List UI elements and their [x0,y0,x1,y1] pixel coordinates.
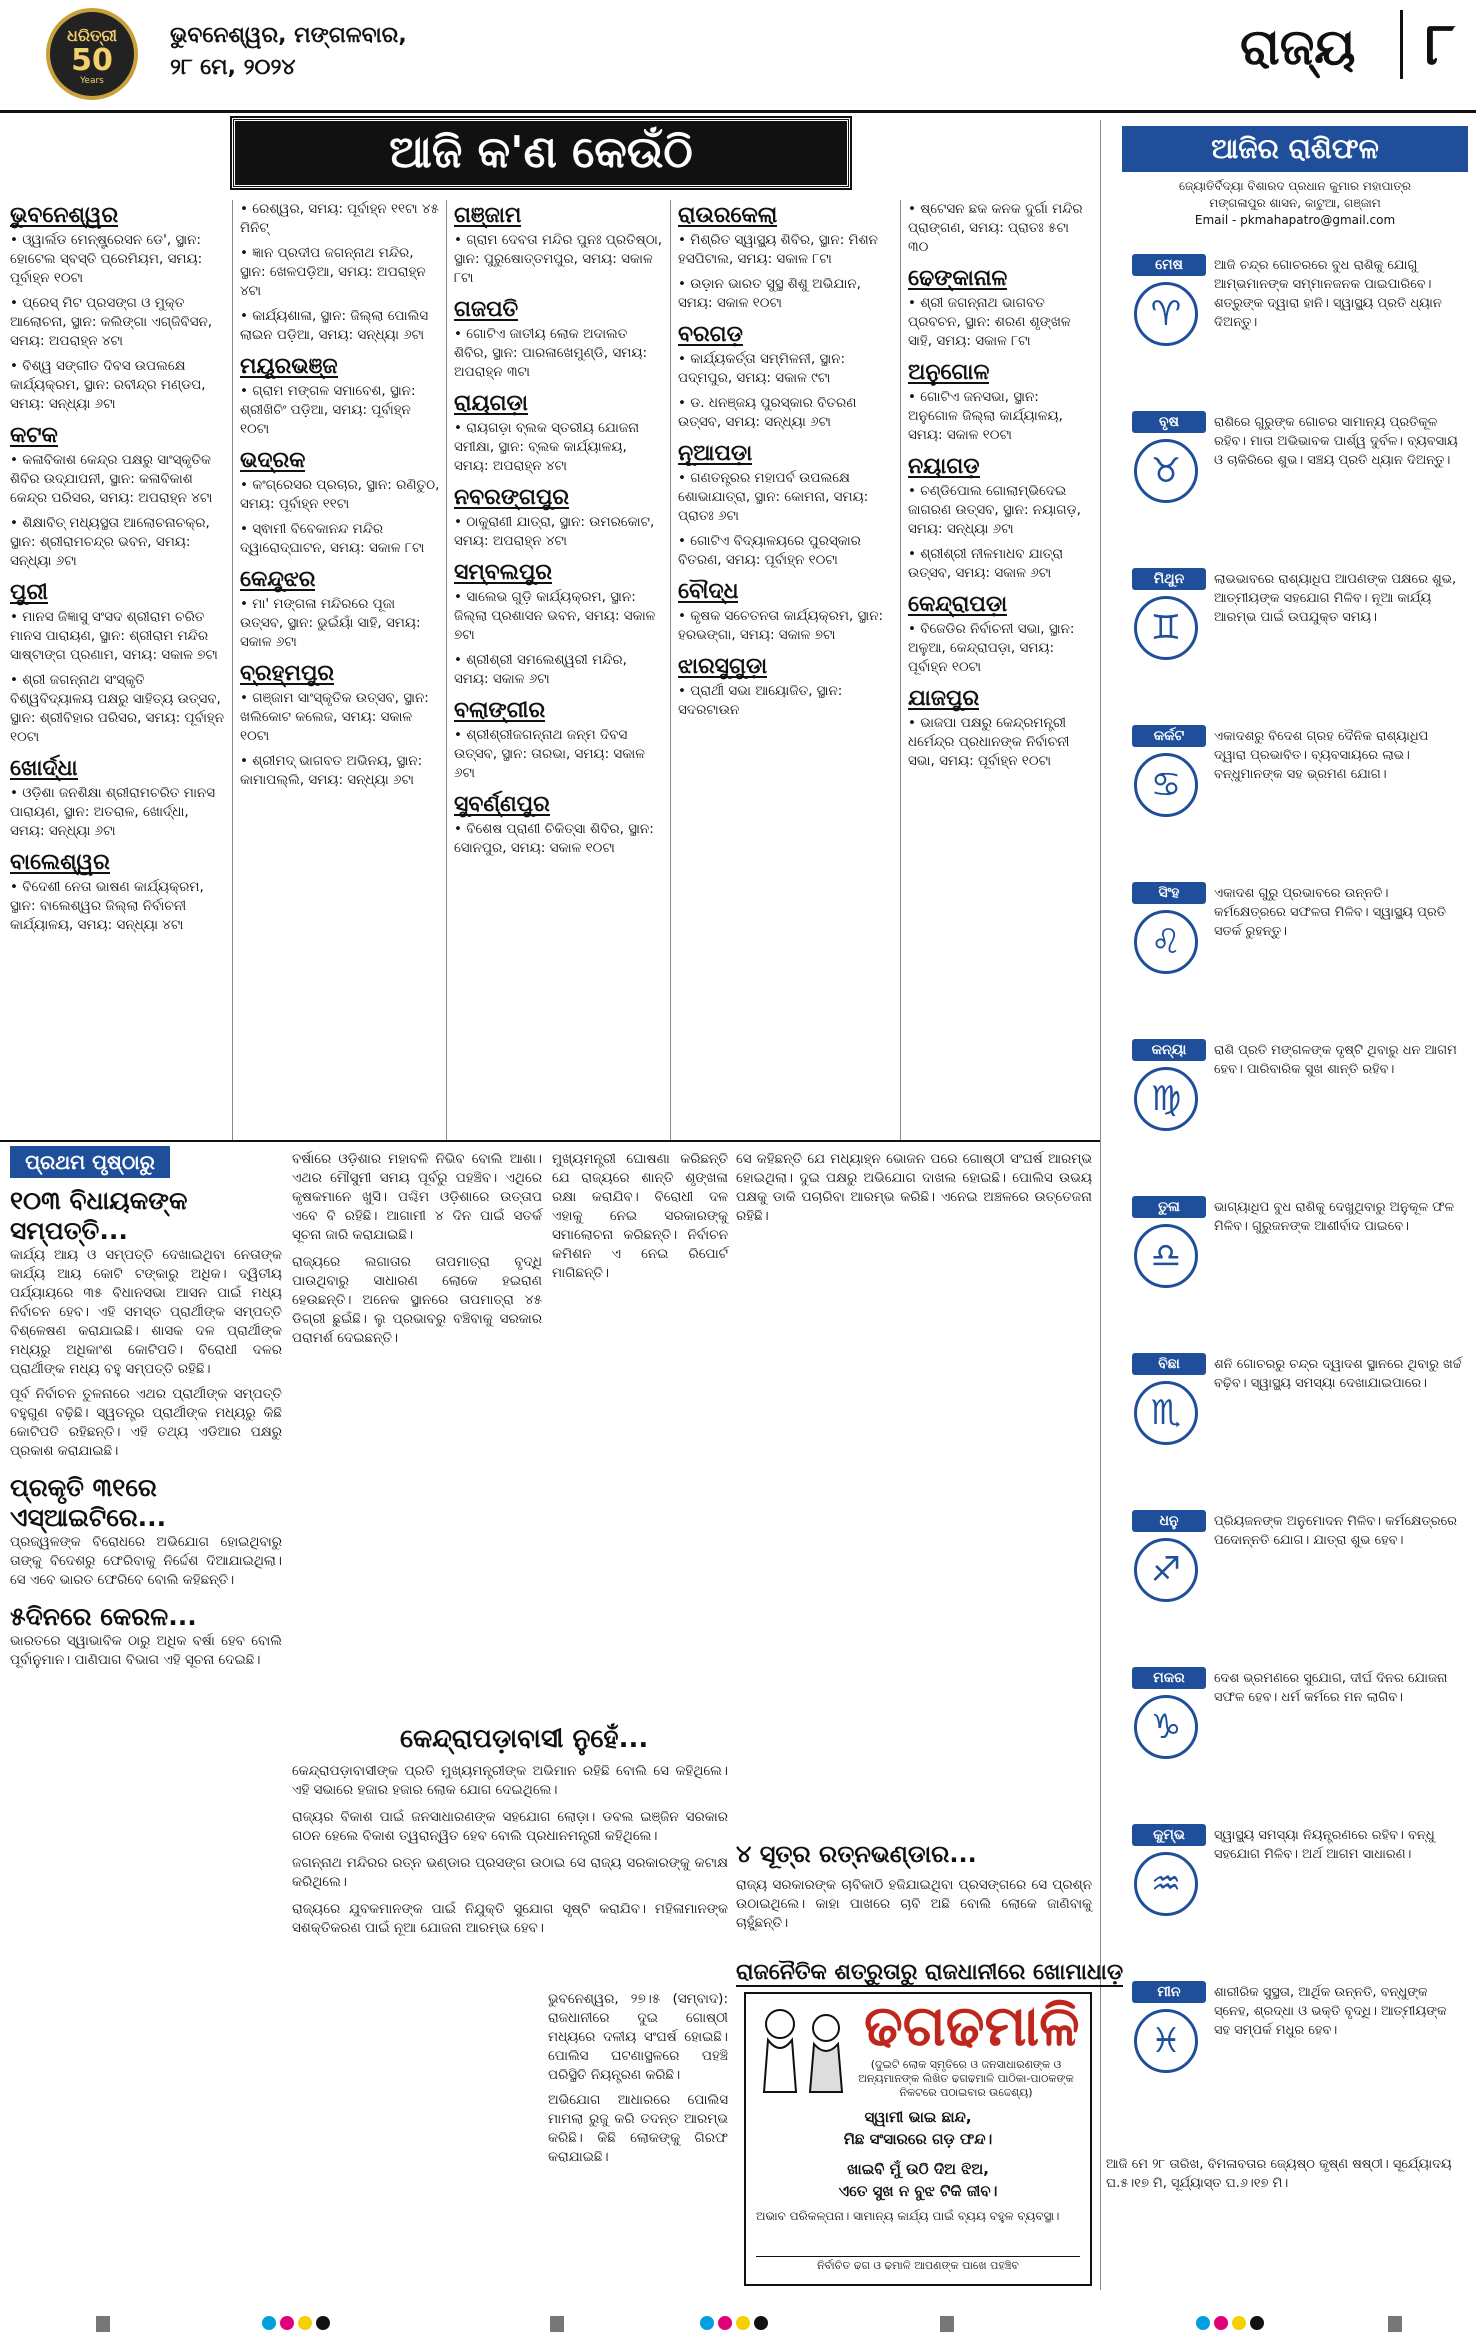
event-item: • କାର୍ଯ୍ୟକର୍ତ୍ତା ସମ୍ମିଳନୀ, ସ୍ଥାନ: ପଦ୍ମପୁର, ସମୟ: ସକାଳ ୯ଟା [678,351,846,386]
city-heading: କେନ୍ଦୁଝର [240,567,316,592]
column-divider [446,200,447,1140]
proverb-title: ଢଗଢମାଳି [864,1994,1080,2059]
proverb-line: ଖାଇବି ମୁଁ ଉଠି ଦିଅ ଝିଅ, [847,2160,989,2178]
city-heading: ବ୍ରହ୍ମପୁର [240,661,335,686]
column-divider [232,200,233,1140]
event-item: • ଚଣ୍ଡିପୋଲ ଗୋଲାମ୍ଭିଦେଇ ଜାଗରଣ ଉତ୍ସବ, ସ୍ଥାନ: ନୟାଗଡ଼, ସମୟ: ସନ୍ଧ୍ୟା ୬ଟା [908,483,1081,537]
horoscope-sign [1104,1510,1468,1656]
svg-text:♐: ♐ [1150,1550,1182,1590]
page-number: ୮ [1400,10,1455,79]
date-place: ଭୁବନେଶ୍ୱର, ମଙ୍ଗଳବାର, [170,23,407,48]
svg-text:♊: ♊ [1150,608,1182,648]
event-item: • ଓ୍ୱାର୍ଲଡ ମେନ୍‌ଷ୍ଟ୍ରେସନ ଡେ', ସ୍ଥାନ: ହୋଟେଲ ସ୍ବସ୍ତି ପ୍ରେମିୟମ, ସମୟ: ପୂର୍ବାହ୍ନ ୧୦ଟା [10,232,203,286]
sign-prediction: ଏକାଦଶରୁ ବିଦେଶ ଗ୍ରହ ଦୈନିକ ରାଶ୍ୟାଧିପ ଦ୍ୱାରା ପ୍ରଭାବିତ। ବ୍ୟବସାୟରେ ଲାଭ। ବନ୍ଧୁମାନଙ୍କ ସହ ଭ୍ରମଣ ଯୋଗ। [1214,729,1429,782]
horoscope-sign [1104,1667,1468,1813]
article-body: ଅଭିଯୋଗ ଆଧାରରେ ପୋଲିସ ମାମଲା ରୁଜୁ କରି ତଦନ୍ତ ଆରମ୍ଭ କରିଛି। କିଛି ଲୋକଙ୍କୁ ଗିରଫ କରାଯାଇଛି। [548,2092,728,2165]
city-heading: କଟକ [10,423,58,448]
zodiac-icon [1134,1538,1198,1602]
events-column-4 [678,200,893,726]
registration-dot-magenta [718,2316,732,2330]
headline-ratna-bhandar: ୪ ସୂତ୍ର ରତ୍ନଭଣ୍ଡାର... [736,1840,977,1868]
proverb-lines [756,2106,1080,2202]
event-item: • ଶ୍ରୀ ଜଗନ୍ନାଥ ଭାଗବତ ପ୍ରବଚନ, ସ୍ଥାନ: ଶରଣ ଶୃଙ୍ଖଳ ସାହି, ସମୟ: ସକାଳ ୮ଟା [908,295,1071,349]
svg-text:♒: ♒ [1150,1864,1182,1904]
horoscope-author [1122,178,1468,229]
svg-text:♈: ♈ [1150,294,1182,334]
sign-prediction: ଭାଗ୍ୟାଧିପ ବୁଧ ରାଶିକୁ ଦେଖୁଥିବାରୁ ଅନୁକୂଳ ଫଳ ମିଳିବ। ଗୁରୁଜନଙ୍କ ଆଶୀର୍ବାଦ ପାଇବେ। [1214,1200,1454,1234]
svg-text:♏: ♏ [1150,1393,1182,1433]
horoscope-sign [1104,254,1468,400]
registration-dot-black [316,2316,330,2330]
svg-text:♌: ♌ [1150,922,1182,962]
article-body: ରାଜ୍ୟରେ ଲଗାତାର ତାପମାତ୍ରା ବୃଦ୍ଧି ପାଉଥିବାରୁ ସାଧାରଣ ଲୋକେ ହଇରାଣ ହେଉଛନ୍ତି। ଅନେକ ସ୍ଥାନରେ ତାପମାତ୍ରା ୪୫ ଡିଗ୍ରୀ ଛୁଇଁଛି। ଲୁ ପ୍ରଭାବରୁ ବଞ୍ଚିବାକୁ ସରକାର ପରାମର୍ଶ ଦେଇଛନ୍ତି। [292,1254,542,1346]
sign-prediction: ରାଶି ପ୍ରତି ମଙ୍ଗଳଙ୍କ ଦୃଷ୍ଟି ଥିବାରୁ ଧନ ଆଗମ ହେବ। ପାରିବାରିକ ସୁଖ ଶାନ୍ତି ରହିବ। [1214,1043,1457,1077]
registration-dot-cyan [262,2316,276,2330]
column-divider [670,200,671,1140]
sign-prediction: ଶାରୀରିକ ସୁସ୍ଥତା, ଆର୍ଥିକ ଉନ୍ନତି, ବନ୍ଧୁଙ୍କ ସ୍ନେହ, ଶ୍ରଦ୍ଧା ଓ ଭକ୍ତି ବୃଦ୍ଧି। ଆତ୍ମୀୟଙ୍କ ସହ ସମ୍ପର୍କ ମଧୁର ହେବ। [1214,1985,1447,2038]
event-item: • ଗ୍ରାମ ମଙ୍ଗଳ ସମାବେଶ, ସ୍ଥାନ: ଶ୍ରୀଖିଚିଂ ପଡ଼ିଆ, ସମୟ: ପୂର୍ବାହ୍ନ ୧୦ଟା [240,383,416,437]
logo-text: ଧରିତ୍ରୀ [67,26,117,45]
event-item: • ଶ୍ରୀମଦ୍ ଭାଗବତ ଅଭିନୟ, ସ୍ଥାନ: କାମାପଲ୍ଲି, ସମୟ: ସନ୍ଧ୍ୟା ୬ଟା [240,753,423,788]
page-section-label: ରାଜ୍ୟ [1240,18,1356,76]
sign-name: ମୀନ [1132,1981,1206,2003]
city-heading: ଝାରସୁଗୁଡ଼ା [678,654,768,679]
sign-name: ଧନୁ [1132,1510,1206,1532]
zodiac-icon [1134,282,1198,346]
horoscope-sign [1104,882,1468,1028]
event-item: • ଉଡ଼ାନ ଭାରତ ସୁସ୍ଥ ଶିଶୁ ଅଭିଯାନ, ସମୟ: ସକାଳ ୧୦ଟା [678,276,861,311]
clash-article [548,1990,728,2167]
event-item: • ରେଶ୍ୱର, ସମୟ: ପୂର୍ବାହ୍ନ ୧୧ଟା ୪୫ ମିନିଟ୍ [240,201,439,236]
sign-prediction: ପ୍ରିୟଜନଙ୍କ ଅନୁମୋଦନ ମିଳିବ। କର୍ମକ୍ଷେତ୍ରରେ ପଦୋନ୍ନତି ଯୋଗ। ଯାତ୍ରା ଶୁଭ ହେବ। [1214,1514,1457,1548]
event-item: • କୃଷକ ସଚେତନତା କାର୍ଯ୍ୟକ୍ରମ, ସ୍ଥାନ: ହରଭଙ୍ଗା, ସମୟ: ସକାଳ ୭ଟା [678,608,884,643]
event-item: • ଗୋଟିଏ ଜାତୀୟ ଲୋକ ଅଦାଲତ ଶିବିର, ସ୍ଥାନ: ପାରଳାଖେମୁଣ୍ଡି, ସମୟ: ଅପରାହ୍ନ ୩ଟା [454,326,648,380]
event-item: • ଠାକୁରାଣୀ ଯାତ୍ରା, ସ୍ଥାନ: ଉମରକୋଟ, ସମୟ: ଅପରାହ୍ନ ୪ଟା [454,514,655,549]
sign-prediction: ସ୍ୱାସ୍ଥ୍ୟ ସମସ୍ୟା ନିୟନ୍ତ୍ରଣରେ ରହିବ। ବନ୍ଧୁ ସହଯୋଗ ମିଳିବ। ଅର୍ଥ ଆଗମ ସାଧାରଣ। [1214,1828,1435,1862]
city-heading: ବୌଦ୍ଧ [678,579,739,604]
section-divider [0,1140,1100,1142]
headline-kerala: ୫ଦିନରେ କେରଳ... [10,1602,197,1631]
event-item: • ବିଶ୍ୱ ସଙ୍ଗୀତ ଦିବସ ଉପଲକ୍ଷେ କାର୍ଯ୍ୟକ୍ରମ, ସ୍ଥାନ: ରବୀନ୍ଦ୍ର ମଣ୍ଡପ, ସମୟ: ସନ୍ଧ୍ୟା ୬ଟା [10,358,206,412]
event-item: • ସ୍ଵାମୀ ବିବେକାନନ୍ଦ ମନ୍ଦିର ଦ୍ୱାରୋଦ୍‌ଘାଟନ, ସମୟ: ସକାଳ ୮ଟା [240,521,425,556]
city-heading: ରାୟଗଡ଼ା [454,391,528,416]
article-body: କାର୍ଯ୍ୟ ଆୟ ଓ ସମ୍ପତ୍ତି ଦେଖାଇଥିବା ନେତାଙ୍କ କାର୍ଯ୍ୟ ଆୟ କୋଟି ଟଙ୍କାରୁ ଅଧିକ। ଦ୍ୱିତୀୟ ପର୍ଯ୍ୟାୟରେ ୩୫ ବିଧାନସଭା ଆସନ ପାଇଁ ମଧ୍ୟ ନିର୍ବାଚନ ହେବ। ଏହି ସମସ୍ତ ପ୍ରାର୍ଥୀଙ୍କ ସମ୍ପତ୍ତି ବିଶ୍ଳେଷଣ କରାଯାଇଛି। ଶାସକ ଦଳ ପ୍ରାର୍ଥୀଙ୍କ ମଧ୍ୟରୁ ଅଧିକାଂଶ କୋଟିପତି। ବିରୋଧୀ ଦଳର ପ୍ରାର୍ଥୀଙ୍କ ମଧ୍ୟ ବହୁ ସମ୍ପତ୍ତି ରହିଛି। [10,1247,282,1377]
event-item: • ଗୋଟିଏ ବିଦ୍ୟାଳୟରେ ପୁରସ୍କାର ବିତରଣ, ସମୟ: ପୂର୍ବାହ୍ନ ୧୦ଟା [678,533,861,568]
headline-assets: ୧୦୩ ବିଧାୟକଙ୍କ ସମ୍ପତ୍ତି... [10,1186,188,1245]
proverb-line: ଏତେ ସୁଖ ନ ବୁଝ ଟିକି ଜୀବ। [838,2182,998,2200]
zodiac-icon [1134,2009,1198,2073]
events-column-3 [454,200,664,864]
print-mark [1388,2316,1402,2332]
city-heading: ରାଉରକେଲା [678,203,778,228]
svg-text:♍: ♍ [1150,1079,1182,1119]
continuation-column-4 [736,1150,1092,1226]
horoscope-sign [1104,1981,1468,2127]
sign-name: ମେଷ [1132,254,1206,276]
horoscope-sign [1104,725,1468,871]
headline-kendrapada: କେନ୍ଦ୍ରାପଡ଼ାବାସୀ ନୁହେଁ... [400,1724,649,1754]
registration-dot-cyan [700,2316,714,2330]
svg-text:♓: ♓ [1150,2021,1182,2061]
article-body: ପ୍ରଜ୍ୱଳଙ୍କ ବିରୋଧରେ ଅଭିଯୋଗ ହୋଇଥିବାରୁ ତାଙ୍କୁ ବିଦେଶରୁ ଫେରିବାକୁ ନିର୍ଦ୍ଦେଶ ଦିଆଯାଇଥିଲା। ସେ ଏବେ ଭାରତ ଫେରିବେ ବୋଲି କହିଛନ୍ତି। [10,1534,282,1588]
registration-dot-cyan [1196,2316,1210,2330]
headline-sit: ପ୍ରକୃତି ୩୧ରେ ଏସ୍‌ଆଇଟିରେ... [10,1473,167,1532]
events-column-2 [240,200,440,796]
zodiac-icon [1134,1852,1198,1916]
sign-name: କନ୍ୟା [1132,1039,1206,1061]
registration-dot-magenta [1214,2316,1228,2330]
logo-years: Years [80,76,104,86]
event-item: • ସାଲେଭ ଗୁଡ଼ି କାର୍ଯ୍ୟକ୍ରମ, ସ୍ଥାନ: ଜିଲ୍ଲା ପ୍ରଶାସନ ଭବନ, ସମୟ: ସକାଳ ୭ଟା [454,589,656,643]
registration-dot-yellow [298,2316,312,2330]
event-item: • କାର୍ଯ୍ୟଶାଳା, ସ୍ଥାନ: ଜିଲ୍ଲା ପୋଲିସ ଲାଇନ ପଡ଼ିଆ, ସମୟ: ସନ୍ଧ୍ୟା ୬ଟା [240,308,429,343]
zodiac-icon [1134,439,1198,503]
horoscope-sign [1104,411,1468,557]
sign-prediction: ଆଜି ଚନ୍ଦ୍ର ଗୋଚରରେ ବୁଧ ରାଶିକୁ ଯୋଗୁ ଆମ୍ଭମାନଙ୍କ ସମ୍ମାନଜନକ ପାଇପାରିବେ। ଶତ୍ରୁଙ୍କ ଦ୍ୱାରା ହାନି। ସ୍ୱାସ୍ଥ୍ୟ ପ୍ରତି ଧ୍ୟାନ ଦିଅନ୍ତୁ। [1214,258,1442,330]
event-item: • ପ୍ରେସ୍ ମିଟ ପ୍ରସଙ୍ଗ ଓ ମୁକ୍ତ ଆଲୋଚନା, ସ୍ଥାନ: କଲିଙ୍ଗା ଏଗ୍ଜିବିସନ, ସମୟ: ଅପରାହ୍ନ ୪ଟା [10,295,213,349]
event-item: • କଳାବିକାଶ କେନ୍ଦ୍ର ପକ୍ଷରୁ ସାଂସ୍କୃତିକ ଶିବିର ଉଦ୍‌ଯାପନୀ, ସ୍ଥାନ: କଳାବିକାଶ କେନ୍ଦ୍ର ପରିସର, ସମୟ: ଅପରାହ୍ନ ୪ଟା [10,452,213,506]
logo-anniversary: 50 [71,43,113,78]
horoscope-sign [1104,1353,1468,1499]
city-heading: ଅନୁଗୋଳ [908,360,990,385]
event-item: • ଭାଜପା ପକ୍ଷରୁ କେନ୍ଦ୍ରମନ୍ତ୍ରୀ ଧର୍ମେନ୍ଦ୍ର ପ୍ରଧାନଙ୍କ ନିର୍ବାଚନୀ ସଭା, ସମୟ: ପୂର୍ବାହ୍ନ ୧୦ଟା [908,715,1070,769]
event-item: • ଶ୍ରୀ ଜଗନ୍ନାଥ ସଂସ୍କୃତି ବିଶ୍ୱବିଦ୍ୟାଳୟ ପକ୍ଷରୁ ସାହିତ୍ୟ ଉତ୍ସବ, ସ୍ଥାନ: ଶ୍ରୀବିହାର ପରିସର, ସମୟ: ପୂର୍ବାହ୍ନ ୧୦ଟା [10,672,225,745]
zodiac-icon [1134,1224,1198,1288]
newspaper-logo [46,8,138,100]
city-heading: ଖୋର୍ଦ୍ଧା [10,756,78,781]
event-item: • କଂଗ୍ରେସର ପ୍ରଚାର, ସ୍ଥାନ: ରଣିତୁଠ, ସମୟ: ପୂର୍ବାହ୍ନ ୧୧ଟା [240,477,440,512]
article-body: ବର୍ଷାରେ ଓଡ଼ିଶାର ମହାବଳି ନିଭିବ ବୋଲି ଆଶା। ଏଥର ମୌସୁମୀ ସମୟ ପୂର୍ବରୁ ପହଞ୍ଚିବ। ଏଥିରେ କୃଷକମାନେ ଖୁସି। ପଶ୍ଚିମ ଓଡ଼ିଶାରେ ଉତ୍ତାପ ଏବେ ବି ରହିଛି। ଆଗାମୀ ୪ ଦିନ ପାଇଁ ସତର୍କ ସୂଚନା ଜାରି କରାଯାଇଛି। [292,1151,542,1243]
registration-dot-yellow [1232,2316,1246,2330]
event-item: • ଗଣତନ୍ତ୍ରର ମହାପର୍ବ ଉପଲକ୍ଷେ ଶୋଭାଯାତ୍ରା, ସ୍ଥାନ: କୋମନା, ସମୟ: ପ୍ରାତଃ ୬ଟା [678,470,869,524]
author-name: ଜ୍ୟୋତିର୍ବିଦ୍ୟା ବିଶାରଦ ପ୍ରଧାନ କୁମାର ମହାପାତ୍ର [1179,179,1411,193]
city-heading: ଯାଜପୁର [908,686,980,711]
registration-dot-black [1250,2316,1264,2330]
proverb-credit: ନିର୍ବାଚିତ ଢଗ ଓ ଢମାଳି ଆପଣଙ୍କ ପାଖେ ପହଞ୍ଚିବ [756,2256,1080,2273]
proverb-line: ମିଛ ସଂସାରରେ ଗଡ଼ ଫନ୍ଦ। [843,2130,993,2148]
city-heading: ସମ୍ବଲପୁର [454,560,553,585]
horoscope-title: ଆଜିର ରାଶିଫଳ [1122,126,1468,172]
horoscope-sign [1104,1196,1468,1342]
print-mark [550,2316,564,2332]
proverb-subtitle: (ଦୁଇଟି ଲୋକ ସ୍ମୃତିରେ ଓ ଜନସାଧାରଣଙ୍କ ଓ ଅନ୍ୟମାନଙ୍କ ଲିଖିତ ଢଗଢମାଳି ପାଠିକା-ପାଠକଙ୍କ ନିକଟରେ ପଠାଇବାର ଉଦ୍ଦେଶ୍ୟ) [858,2058,1074,2099]
author-address: ମଙ୍ଗଳାପୁର ଶାସନ, କାଟୁଆ, ଗଞ୍ଜାମ [1209,196,1381,210]
article-body: ପୂର୍ବ ନିର୍ବାଚନ ତୁଳନାରେ ଏଥର ପ୍ରାର୍ଥୀଙ୍କ ସମ୍ପତ୍ତି ବହୁଗୁଣ ବଢ଼ିଛି। ସ୍ୱତନ୍ତ୍ର ପ୍ରାର୍ଥୀଙ୍କ ମଧ୍ୟରୁ କିଛି କୋଟିପତି ରହିଛନ୍ତି। ଏହି ତଥ୍ୟ ଏଡିଆର ପକ୍ଷରୁ ପ୍ରକାଶ କରାଯାଇଛି। [10,1386,282,1459]
event-item: • ବିଶେଷ ପ୍ରାଣୀ ଚିକିତ୍ସା ଶିବିର, ସ୍ଥାନ: ସୋନପୁର, ସମୟ: ସକାଳ ୧୦ଟା [454,821,654,856]
event-item: • ଡ. ଧନଞ୍ଜୟ ପୁରସ୍କାର ବିତରଣ ଉତ୍ସବ, ସମୟ: ସନ୍ଧ୍ୟା ୬ଟା [678,395,857,430]
proverb-explanation: ଅଭାବ ପରିକଳ୍ପନା। ସାମାନ୍ୟ କାର୍ଯ୍ୟ ପାଇଁ ବ୍ୟୟ ବହୁଳ ବ୍ୟବସ୍ଥା। [756,2209,1060,2223]
ratna-article [736,1876,1092,1933]
svg-text:♉: ♉ [1150,451,1182,491]
sign-prediction: ଶନି ଗୋଚରରୁ ଚନ୍ଦ୍ର ଦ୍ୱାଦଶ ସ୍ଥାନରେ ଥିବାରୁ ଖର୍ଚ୍ଚ ବଢ଼ିବ। ସ୍ୱାସ୍ଥ୍ୟ ସମସ୍ୟା ଦେଖାଯାଇପାରେ। [1214,1357,1462,1391]
article-body: ଭୁବନେଶ୍ୱର, ୨୭।୫ (ସମ୍ବାଦ): ରାଜଧାନୀରେ ଦୁଇ ଗୋଷ୍ଠୀ ମଧ୍ୟରେ ଦଳୀୟ ସଂଘର୍ଷ ହୋଇଛି। ପୋଲିସ ଘଟଣାସ୍ଥଳରେ ପହଞ୍ଚି ପରିସ୍ଥିତି ନିୟନ୍ତ୍ରଣ କରିଛି। [548,1991,728,2083]
city-heading: ପୁରୀ [10,580,48,605]
events-column-1 [10,200,225,941]
city-heading: ସୁବର୍ଣ୍ଣପୁର [454,792,550,817]
sign-name: ବୃଷ [1132,411,1206,433]
event-item: • ଜ୍ଞାନ ପ୍ରଦୀପ ଜଗନ୍ନାଥ ମନ୍ଦିର, ସ୍ଥାନ: ଖେଳପଡ଼ିଆ, ସମୟ: ଅପରାହ୍ନ ୪ଟା [240,245,426,299]
article-body: ରାଜ୍ୟ ସରକାରଙ୍କ ଚାବିକାଠି ହଜିଯାଇଥିବା ପ୍ରସଙ୍ଗରେ ସେ ପ୍ରଶ୍ନ ଉଠାଇଥିଲେ। କାହା ପାଖରେ ଚାବି ଅଛି ବୋଲି ଲୋକେ ଜାଣିବାକୁ ଚାହୁଁଛନ୍ତି। [736,1877,1092,1931]
event-item: • ଶ୍ରୀଶ୍ରୀଜଗନ୍ନାଥ ଜନ୍ମ ଦିବସ ଉତ୍ସବ, ସ୍ଥାନ: ତାରଭା, ସମୟ: ସକାଳ ୬ଟା [454,727,646,781]
print-mark [96,2316,110,2332]
event-item: • ଷ୍ଟେସନ ଛକ କନକ ଦୁର୍ଗା ମନ୍ଦିର ପ୍ରାଙ୍ଗଣ, ସମୟ: ପ୍ରାତଃ ୫ଟା ୩୦ [908,201,1083,255]
sign-name: କୁମ୍ଭ [1132,1824,1206,1846]
article-body: ରାଜ୍ୟର ବିକାଶ ପାଇଁ ଜନସାଧାରଣଙ୍କ ସହଯୋଗ ଲୋଡ଼ା। ଡବଲ ଇଞ୍ଜିନ ସରକାର ଗଠନ ହେଲେ ବିକାଶ ତ୍ୱରାନ୍ୱିତ ହେବ ବୋଲି ପ୍ରଧାନମନ୍ତ୍ରୀ କହିଥିଲେ। [292,1809,728,1844]
city-heading: ବରଗଡ଼ [678,322,743,347]
event-item: • ମା' ମଙ୍ଗଳା ମନ୍ଦିରରେ ପୂଜା ଉତ୍ସବ, ସ୍ଥାନ: ଭୁଇଁୟାଁ ସାହି, ସମୟ: ସକାଳ ୬ଟା [240,596,421,650]
sign-name: କର୍କଟ [1132,725,1206,747]
continuation-column-3 [552,1150,728,1283]
zodiac-icon [1134,753,1198,817]
city-heading: ନୂଆପଡ଼ା [678,441,753,466]
events-column-5 [908,200,1093,777]
event-item: • ଗ୍ରାମ ଦେବତା ମନ୍ଦିର ପୁନଃ ପ୍ରତିଷ୍ଠା, ସ୍ଥାନ: ପୁରୁଷୋତ୍ତମପୁର, ସମୟ: ସକାଳ ୮ଟା [454,232,663,286]
zodiac-icon [1134,1067,1198,1131]
horoscope-sign [1104,568,1468,714]
kendrapada-article [292,1762,728,1938]
event-item: • ବିଦେଶୀ ନେତା ଭାଷଣ କାର୍ଯ୍ୟକ୍ରମ, ସ୍ଥାନ: ବାଲେଶ୍ୱର ଜିଲ୍ଲା ନିର୍ବାଚନୀ କାର୍ଯ୍ୟାଳୟ, ସମୟ: ସନ୍ଧ୍ୟା ୪ଟା [10,879,204,933]
event-item: • ରାୟଗଡ଼ା ବ୍ଲକ ସ୍ତରୀୟ ଯୋଜନା ସମୀକ୍ଷା, ସ୍ଥାନ: ବ୍ଲକ କାର୍ଯ୍ୟାଳୟ, ସମୟ: ଅପରାହ୍ନ ୪ଟା [454,420,640,474]
masthead [0,0,1476,113]
sign-name: ବିଛା [1132,1353,1206,1375]
event-item: • ଶିକ୍ଷାବିତ୍ ମଧ୍ୟସ୍ଥତା ଆଲୋଚନାଚକ୍ର, ସ୍ଥାନ: ଶ୍ରୀରାମଚନ୍ଦ୍ର ଭବନ, ସମୟ: ସନ୍ଧ୍ୟା ୬ଟା [10,515,210,569]
proverb-box [744,1992,1092,2286]
city-heading: ବାଲେଶ୍ୱର [10,850,110,875]
registration-dot-magenta [280,2316,294,2330]
sign-prediction: ରାଶିରେ ଗୁରୁଙ୍କ ଗୋଚର ସାମାନ୍ୟ ପ୍ରତିକୂଳ ରହିବ। ମାତା ଅଭିଭାବକ ପାର୍ଶ୍ୱ ଦୁର୍ବଳ। ବ୍ୟବସାୟ ଓ ଚାକିରିରେ ଶୁଭ। ସଞ୍ଚୟ ପ୍ରତି ଧ୍ୟାନ ଦିଅନ୍ତୁ। [1214,415,1458,468]
article-body: ଜଗନ୍ନାଥ ମନ୍ଦିରର ରତ୍ନ ଭଣ୍ଡାର ପ୍ରସଙ୍ଗ ଉଠାଇ ସେ ରାଜ୍ୟ ସରକାରଙ୍କୁ କଟାକ୍ଷ କରିଥିଲେ। [292,1855,728,1890]
article-body: କେନ୍ଦ୍ରାପଡ଼ାବାସୀଙ୍କ ପ୍ରତି ମୁଖ୍ୟମନ୍ତ୍ରୀଙ୍କ ଅଭିମାନ ରହିଛି ବୋଲି ସେ କହିଥିଲେ। ଏହି ସଭାରେ ହଜାର ହଜାର ଲୋକ ଯୋଗ ଦେଇଥିଲେ। [292,1763,728,1798]
sign-prediction: ଏକାଦଶ ଗୁରୁ ପ୍ରଭାବରେ ଉନ୍ନତି। କର୍ମକ୍ଷେତ୍ରରେ ସଫଳତା ମିଳିବ। ସ୍ୱାସ୍ଥ୍ୟ ପ୍ରତି ସତର୍କ ରୁହନ୍ତୁ। [1214,886,1446,939]
sign-name: ମିଥୁନ [1132,568,1206,590]
event-item: • ବିଜେଡିର ନିର୍ବାଚନୀ ସଭା, ସ୍ଥାନ: ଅଳୁଆ, କେନ୍ଦ୍ରାପଡ଼ା, ସମୟ: ପୂର୍ବାହ୍ନ ୧୦ଟା [908,621,1075,675]
continuation-column-2 [292,1150,542,1348]
headline-political-clash: ରାଜନୈତିକ ଶତ୍ରୁତାରୁ ରାଜଧାନୀରେ ଖୋମାଧାଡ଼ [736,1960,1124,1985]
city-heading: ଢେଙ୍କାନାଳ [908,266,1008,291]
print-mark [940,2316,954,2332]
almanac-note: ଆଜି ମେ ୨୮ ତାରିଖ, ବିମଳାବତାର ଜ୍ୟେଷ୍ଠ କୃଷ୍ଣ ଷଷ୍ଠୀ। ସୂର୍ଯ୍ୟୋଦୟ ଘ.୫।୧୭ ମି, ସୂର୍ଯ୍ୟାସ୍ତ ଘ.୬।୧୭ ମି। [1106,2157,1452,2191]
article-body: ସେ କହିଛନ୍ତି ଯେ ମଧ୍ୟାହ୍ନ ଭୋଜନ ପରେ ଗୋଷ୍ଠୀ ସଂଘର୍ଷ ଆରମ୍ଭ ହୋଇଥିଲା। ଦୁଇ ପକ୍ଷରୁ ଅଭିଯୋଗ ଦାଖଲ ହୋଇଛି। ପୋଲିସ ଉଭୟ ପକ୍ଷକୁ ଡାକି ପଚାରିବା ଆରମ୍ଭ କରିଛି। ଏନେଇ ଅଞ୍ଚଳରେ ଉତ୍ତେଜନା ରହିଛି। [736,1151,1092,1224]
city-heading: ଭଦ୍ରକ [240,448,306,473]
sign-name: ତୁଳା [1132,1196,1206,1218]
event-item: • ଶ୍ରୀଶ୍ରୀ ନୀଳମାଧବ ଯାତ୍ରା ଉତ୍ସବ, ସମୟ: ସକାଳ ୬ଟା [908,546,1064,581]
continuation-column-1 [10,1186,282,1670]
event-item: • ମାନସ ଜିଜ୍ଞାସୁ ସଂସଦ ଶ୍ରୀରାମ ଚରିତ ମାନସ ପାରାୟଣ, ସ୍ଥାନ: ଶ୍ରୀରାମ ମନ୍ଦିର ସାଷ୍ଟାଙ୍ଗ ପ୍ରଣାମ, ସମୟ: ସକାଳ ୭ଟା [10,609,218,663]
zodiac-icon [1134,1381,1198,1445]
article-body: ମୁଖ୍ୟମନ୍ତ୍ରୀ ଘୋଷଣା କରିଛନ୍ତି ଯେ ରାଜ୍ୟରେ ଶାନ୍ତି ଶୃଙ୍ଖଳା ରକ୍ଷା କରାଯିବ। ବିରୋଧୀ ଦଳ ଏହାକୁ ନେଇ ସରକାରଙ୍କୁ ସମାଲୋଚନା କରିଛନ୍ତି। ନିର୍ବାଚନ କମିଶନ ଏ ନେଇ ରିପୋର୍ଟ ମାଗିଛନ୍ତି। [552,1151,728,1281]
article-body: ଭାରତରେ ସ୍ୱାଭାବିକ ଠାରୁ ଅଧିକ ବର୍ଷା ହେବ ବୋଲି ପୂର୍ବାନୁମାନ। ପାଣିପାଗ ବିଭାଗ ଏହି ସୂଚନା ଦେଇଛି। [10,1633,282,1668]
city-heading: ମୟୂରଭଞ୍ଜ [240,354,338,379]
horoscope-sign [1104,1039,1468,1185]
event-item: • ଓଡ଼ିଶା ଜନଶିକ୍ଷା ଶ୍ରୀରାମଚରିତ ମାନସ ପାରାୟଣ, ସ୍ଥାନ: ଅତରାଳ, ଖୋର୍ଦ୍ଧା, ସମୟ: ସନ୍ଧ୍ୟା ୬ଟା [10,785,216,839]
sign-prediction: ଲାଭଭାବରେ ରାଶ୍ୟାଧିପ ଆପଣଙ୍କ ପକ୍ଷରେ ଶୁଭ, ଆତ୍ମୀୟଙ୍କ ସହଯୋଗ ମିଳିବ। ନୂଆ କାର୍ଯ୍ୟ ଆରମ୍ଭ ପାଇଁ ଉପଯୁକ୍ତ ସମୟ। [1214,572,1457,625]
city-heading: ନୟାଗଡ଼ [908,454,980,479]
zodiac-icon [1134,910,1198,974]
svg-text:♋: ♋ [1150,765,1182,805]
event-item: • ଗଞ୍ଜାମ ସାଂସ୍କୃତିକ ଉତ୍ସବ, ସ୍ଥାନ: ଖଲିକୋଟ କଲେଜ, ସମୟ: ସକାଳ ୧୦ଟା [240,690,429,744]
sign-name: ମକର [1132,1667,1206,1689]
event-item: • ଶ୍ରୀଶ୍ରୀ ସମଲେଶ୍ୱରୀ ମନ୍ଦିର, ସମୟ: ସକାଳ ୬ଟା [454,652,627,687]
zodiac-icon [1134,1695,1198,1759]
svg-text:♎: ♎ [1150,1236,1182,1276]
event-item: • ମିଶ୍ରିତ ସ୍ୱାସ୍ଥ୍ୟ ଶିବିର, ସ୍ଥାନ: ମିଶନ ହସପିଟାଲ, ସମୟ: ସକାଳ ୮ଟା [678,232,878,267]
city-heading: ଭୁବନେଶ୍ୱର [10,203,119,228]
zodiac-icon [1134,596,1198,660]
registration-dot-black [754,2316,768,2330]
cartoon-figures-icon [750,2000,854,2100]
horoscope-sign [1104,1824,1468,1970]
city-heading: ଗଜପତି [454,297,519,322]
dateline [170,20,407,84]
sign-prediction: ଦେଶ ଭ୍ରମଣରେ ସୁଯୋଗ, ଦୀର୍ଘ ଦିନର ଯୋଜନା ସଫଳ ହେବ। ଧର୍ମ କର୍ମରେ ମନ ଲାଗିବ। [1214,1671,1448,1705]
event-item: • ଗୋଟିଏ ଜନସଭା, ସ୍ଥାନ: ଅନୁଗୋଳ ଜିଲ୍ଲା କାର୍ଯ୍ୟାଳୟ, ସମୟ: ସକାଳ ୧୦ଟା [908,389,1063,443]
article-body: ରାଜ୍ୟରେ ଯୁବକମାନଙ୍କ ପାଇଁ ନିଯୁକ୍ତି ସୁଯୋଗ ସୃଷ୍ଟି କରାଯିବ। ମହିଳାମାନଙ୍କ ସଶକ୍ତିକରଣ ପାଇଁ ନୂଆ ଯୋଜନା ଆରମ୍ଭ ହେବ। [292,1901,728,1936]
svg-text:♑: ♑ [1150,1707,1182,1747]
author-email: Email - pkmahapatro@gmail.com [1194,213,1396,227]
sign-name: ସିଂହ [1132,882,1206,904]
city-heading: ବଲାଙ୍ଗୀର [454,698,546,723]
events-title: ଆଜି କ'ଣ କେଉଁଠି [232,118,850,188]
date-value: ୨୮ ମେ, ୨୦୨୪ [170,55,296,80]
proverb-line: ସ୍ୱାମୀ ଭାଇ ଛାନ୍ଦ, [864,2108,972,2126]
city-heading: କେନ୍ଦ୍ରାପଡ଼ା [908,592,1008,617]
city-heading: ନବରଙ୍ଗପୁର [454,485,570,510]
column-divider [900,200,901,1140]
event-item: • ପ୍ରାର୍ଥୀ ସଭା ଆୟୋଜିତ, ସ୍ଥାନ: ସଦରଟାଉନ [678,683,843,718]
city-heading: ଗଞ୍ଜାମ [454,203,522,228]
front-page-tag: ପ୍ରଥମ ପୃଷ୍ଠାରୁ [10,1146,170,1178]
registration-dot-yellow [736,2316,750,2330]
